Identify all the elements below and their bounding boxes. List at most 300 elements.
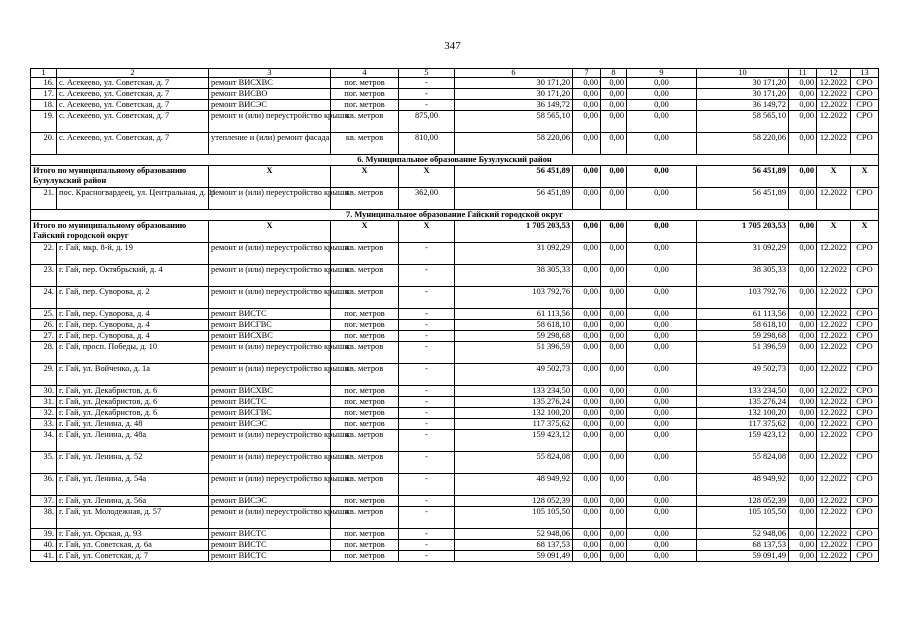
cell-col-11: 0,00 (789, 529, 817, 540)
header-cell-11: 11 (789, 69, 817, 78)
table-row (31, 188, 879, 210)
table-row (31, 551, 879, 562)
cell-col-1: 18. (31, 100, 57, 111)
cell-col-2: г. Гай, пер. Октябрьский, д. 4 (57, 265, 209, 287)
cell-col-3: ремонт ВИСХВС (209, 78, 331, 89)
table-row (31, 430, 879, 452)
cell-col-8: 0,00 (601, 386, 627, 397)
header-cell-8: 8 (601, 69, 627, 78)
total-row (31, 166, 879, 188)
cell-col-12: 12.2022 (817, 551, 851, 562)
cell-col-5: - (399, 397, 455, 408)
cell-col-9: 0,00 (627, 551, 697, 562)
cell-col-13: СРО (851, 243, 879, 265)
cell-col-7: 0,00 (573, 243, 601, 265)
cell-col-10: 55 824,08 (697, 452, 789, 474)
cell-col-11: 0,00 (789, 364, 817, 386)
total-cell-5: X (399, 166, 455, 188)
table-row (31, 507, 879, 529)
cell-col-5: - (399, 540, 455, 551)
cell-col-9: 0,00 (627, 309, 697, 320)
cell-col-7: 0,00 (573, 507, 601, 529)
cell-col-10: 105 105,50 (697, 507, 789, 529)
cell-col-9: 0,00 (627, 111, 697, 133)
total-cell-9: 0,00 (627, 166, 697, 188)
header-cell-4: 4 (331, 69, 399, 78)
cell-col-4: кв. метров (331, 265, 399, 287)
cell-col-9: 0,00 (627, 320, 697, 331)
cell-col-9: 0,00 (627, 133, 697, 155)
cell-col-5: - (399, 430, 455, 452)
cell-col-10: 159 423,12 (697, 430, 789, 452)
cell-col-2: г. Гай, ул. Советская, д. 7 (57, 551, 209, 562)
cell-col-6: 68 137,53 (455, 540, 573, 551)
cell-col-13: СРО (851, 133, 879, 155)
cell-col-10: 36 149,72 (697, 100, 789, 111)
cell-col-1: 32. (31, 408, 57, 419)
total-cell-10: 56 451,89 (697, 166, 789, 188)
cell-col-5: - (399, 496, 455, 507)
cell-col-1: 35. (31, 452, 57, 474)
cell-col-13: СРО (851, 408, 879, 419)
header-cell-6: 6 (455, 69, 573, 78)
cell-col-13: СРО (851, 452, 879, 474)
cell-col-3: ремонт ВИСЭС (209, 100, 331, 111)
cell-col-11: 0,00 (789, 188, 817, 210)
cell-col-1: 29. (31, 364, 57, 386)
cell-col-7: 0,00 (573, 408, 601, 419)
cell-col-11: 0,00 (789, 89, 817, 100)
cell-col-8: 0,00 (601, 430, 627, 452)
cell-col-11: 0,00 (789, 331, 817, 342)
cell-col-4: кв. метров (331, 364, 399, 386)
table-row (31, 342, 879, 364)
cell-col-2: с. Асекеево, ул. Советская, д. 7 (57, 78, 209, 89)
total-cell-7: 0,00 (573, 221, 601, 243)
total-cell-13: X (851, 166, 879, 188)
cell-col-13: СРО (851, 529, 879, 540)
cell-col-13: СРО (851, 188, 879, 210)
cell-col-13: СРО (851, 540, 879, 551)
cell-col-1: 34. (31, 430, 57, 452)
cell-col-2: г. Гай, ул. Декабристов, д. 6 (57, 397, 209, 408)
cell-col-1: 40. (31, 540, 57, 551)
cell-col-12: 12.2022 (817, 430, 851, 452)
cell-col-3: ремонт и (или) переустройство крыши (209, 287, 331, 309)
table-row (31, 408, 879, 419)
cell-col-1: 17. (31, 89, 57, 100)
cell-col-4: пог. метров (331, 540, 399, 551)
cell-col-6: 58 565,10 (455, 111, 573, 133)
cell-col-10: 48 949,92 (697, 474, 789, 496)
cell-col-12: 12.2022 (817, 386, 851, 397)
cell-col-12: 12.2022 (817, 309, 851, 320)
total-cell-12: X (817, 166, 851, 188)
total-cell-9: 0,00 (627, 221, 697, 243)
cell-col-13: СРО (851, 89, 879, 100)
cell-col-4: пог. метров (331, 309, 399, 320)
cell-col-11: 0,00 (789, 386, 817, 397)
table-row (31, 397, 879, 408)
section-row (31, 155, 879, 166)
section-title: 6. Муниципальное образование Бузулукский район (31, 155, 879, 166)
cell-col-10: 132 100,20 (697, 408, 789, 419)
cell-col-4: пог. метров (331, 386, 399, 397)
table-row (31, 474, 879, 496)
cell-col-2: г. Гай, просп. Победы, д. 10 (57, 342, 209, 364)
cell-col-13: СРО (851, 364, 879, 386)
cell-col-12: 12.2022 (817, 408, 851, 419)
cell-col-5: 810,00 (399, 133, 455, 155)
cell-col-4: кв. метров (331, 430, 399, 452)
cell-col-2: г. Гай, мкр. 8-й, д. 19 (57, 243, 209, 265)
cell-col-6: 58 618,10 (455, 320, 573, 331)
cell-col-7: 0,00 (573, 100, 601, 111)
cell-col-5: - (399, 243, 455, 265)
cell-col-10: 58 220,06 (697, 133, 789, 155)
cell-col-8: 0,00 (601, 408, 627, 419)
cell-col-12: 12.2022 (817, 529, 851, 540)
cell-col-3: ремонт ВИСГВС (209, 320, 331, 331)
cell-col-13: СРО (851, 111, 879, 133)
cell-col-7: 0,00 (573, 342, 601, 364)
cell-col-11: 0,00 (789, 100, 817, 111)
cell-col-3: ремонт и (или) переустройство крыши (209, 507, 331, 529)
cell-col-11: 0,00 (789, 496, 817, 507)
cell-col-6: 132 100,20 (455, 408, 573, 419)
cell-col-8: 0,00 (601, 243, 627, 265)
cell-col-4: пог. метров (331, 78, 399, 89)
cell-col-8: 0,00 (601, 100, 627, 111)
cell-col-2: г. Гай, ул. Ленина, д. 56а (57, 496, 209, 507)
cell-col-8: 0,00 (601, 364, 627, 386)
cell-col-8: 0,00 (601, 540, 627, 551)
cell-col-13: СРО (851, 386, 879, 397)
cell-col-8: 0,00 (601, 496, 627, 507)
cell-col-2: г. Гай, ул. Декабристов, д. 6 (57, 408, 209, 419)
work-schedule-table (30, 68, 879, 562)
cell-col-1: 31. (31, 397, 57, 408)
cell-col-4: пог. метров (331, 496, 399, 507)
cell-col-4: кв. метров (331, 507, 399, 529)
cell-col-8: 0,00 (601, 133, 627, 155)
total-cell-7: 0,00 (573, 166, 601, 188)
cell-col-2: с. Асекеево, ул. Советская, д. 7 (57, 133, 209, 155)
cell-col-10: 128 052,39 (697, 496, 789, 507)
cell-col-13: СРО (851, 320, 879, 331)
header-cell-7: 7 (573, 69, 601, 78)
cell-col-4: пог. метров (331, 419, 399, 430)
cell-col-10: 68 137,53 (697, 540, 789, 551)
cell-col-3: ремонт и (или) переустройство крыши (209, 342, 331, 364)
total-cell-11: 0,00 (789, 166, 817, 188)
cell-col-13: СРО (851, 265, 879, 287)
cell-col-13: СРО (851, 419, 879, 430)
cell-col-10: 52 948,06 (697, 529, 789, 540)
cell-col-12: 12.2022 (817, 496, 851, 507)
total-cell-6: 56 451,89 (455, 166, 573, 188)
cell-col-8: 0,00 (601, 551, 627, 562)
cell-col-5: - (399, 89, 455, 100)
cell-col-1: 37. (31, 496, 57, 507)
cell-col-5: - (399, 386, 455, 397)
cell-col-9: 0,00 (627, 364, 697, 386)
cell-col-8: 0,00 (601, 78, 627, 89)
cell-col-3: ремонт и (или) переустройство крыши (209, 265, 331, 287)
cell-col-9: 0,00 (627, 397, 697, 408)
cell-col-5: - (399, 364, 455, 386)
cell-col-13: СРО (851, 100, 879, 111)
cell-col-4: кв. метров (331, 188, 399, 210)
total-row (31, 221, 879, 243)
cell-col-9: 0,00 (627, 78, 697, 89)
cell-col-10: 59 298,68 (697, 331, 789, 342)
cell-col-6: 51 396,59 (455, 342, 573, 364)
cell-col-4: пог. метров (331, 551, 399, 562)
cell-col-3: ремонт ВИСЭС (209, 419, 331, 430)
cell-col-3: ремонт ВИСГВС (209, 408, 331, 419)
cell-col-10: 58 618,10 (697, 320, 789, 331)
total-label: Итого по муниципальному образованию Гайский городской округ (31, 221, 209, 243)
page-number: 347 (444, 40, 461, 52)
cell-col-1: 36. (31, 474, 57, 496)
cell-col-7: 0,00 (573, 529, 601, 540)
cell-col-5: - (399, 408, 455, 419)
cell-col-11: 0,00 (789, 419, 817, 430)
cell-col-11: 0,00 (789, 342, 817, 364)
table-row (31, 540, 879, 551)
cell-col-3: ремонт и (или) переустройство крыши (209, 452, 331, 474)
cell-col-11: 0,00 (789, 133, 817, 155)
cell-col-3: ремонт и (или) переустройство крыши (209, 364, 331, 386)
total-cell-3: X (209, 166, 331, 188)
cell-col-7: 0,00 (573, 386, 601, 397)
cell-col-9: 0,00 (627, 188, 697, 210)
table-row (31, 320, 879, 331)
cell-col-10: 117 375,62 (697, 419, 789, 430)
cell-col-12: 12.2022 (817, 474, 851, 496)
cell-col-10: 103 792,76 (697, 287, 789, 309)
cell-col-8: 0,00 (601, 89, 627, 100)
cell-col-4: пог. метров (331, 408, 399, 419)
cell-col-5: - (399, 507, 455, 529)
cell-col-12: 12.2022 (817, 331, 851, 342)
cell-col-3: ремонт ВИСЭС (209, 496, 331, 507)
cell-col-9: 0,00 (627, 507, 697, 529)
cell-col-9: 0,00 (627, 265, 697, 287)
cell-col-6: 48 949,92 (455, 474, 573, 496)
header-cell-1: 1 (31, 69, 57, 78)
cell-col-7: 0,00 (573, 287, 601, 309)
cell-col-1: 41. (31, 551, 57, 562)
cell-col-8: 0,00 (601, 331, 627, 342)
cell-col-13: СРО (851, 496, 879, 507)
table-row (31, 89, 879, 100)
cell-col-2: г. Гай, ул. Ленина, д. 54а (57, 474, 209, 496)
section-row (31, 210, 879, 221)
cell-col-6: 30 171,20 (455, 78, 573, 89)
cell-col-7: 0,00 (573, 188, 601, 210)
cell-col-8: 0,00 (601, 529, 627, 540)
cell-col-2: с. Асекеево, ул. Советская, д. 7 (57, 111, 209, 133)
cell-col-6: 159 423,12 (455, 430, 573, 452)
cell-col-4: пог. метров (331, 331, 399, 342)
cell-col-3: ремонт и (или) переустройство крыши (209, 188, 331, 210)
cell-col-7: 0,00 (573, 320, 601, 331)
cell-col-8: 0,00 (601, 419, 627, 430)
cell-col-5: - (399, 551, 455, 562)
cell-col-11: 0,00 (789, 287, 817, 309)
cell-col-12: 12.2022 (817, 100, 851, 111)
cell-col-6: 30 171,20 (455, 89, 573, 100)
cell-col-13: СРО (851, 474, 879, 496)
cell-col-9: 0,00 (627, 287, 697, 309)
cell-col-4: пог. метров (331, 89, 399, 100)
cell-col-6: 133 234,50 (455, 386, 573, 397)
total-cell-10: 1 705 203,53 (697, 221, 789, 243)
cell-col-11: 0,00 (789, 507, 817, 529)
cell-col-2: с. Асекеево, ул. Советская, д. 7 (57, 89, 209, 100)
cell-col-9: 0,00 (627, 529, 697, 540)
cell-col-3: ремонт и (или) переустройство крыши (209, 243, 331, 265)
cell-col-12: 12.2022 (817, 452, 851, 474)
cell-col-7: 0,00 (573, 496, 601, 507)
cell-col-3: ремонт ВИСТС (209, 540, 331, 551)
cell-col-7: 0,00 (573, 430, 601, 452)
cell-col-10: 51 396,59 (697, 342, 789, 364)
cell-col-13: СРО (851, 397, 879, 408)
cell-col-4: кв. метров (331, 243, 399, 265)
cell-col-10: 133 234,50 (697, 386, 789, 397)
cell-col-1: 26. (31, 320, 57, 331)
cell-col-1: 25. (31, 309, 57, 320)
cell-col-5: - (399, 529, 455, 540)
cell-col-4: пог. метров (331, 397, 399, 408)
cell-col-12: 12.2022 (817, 397, 851, 408)
cell-col-8: 0,00 (601, 188, 627, 210)
cell-col-1: 30. (31, 386, 57, 397)
cell-col-8: 0,00 (601, 507, 627, 529)
cell-col-3: ремонт ВИСТС (209, 551, 331, 562)
cell-col-12: 12.2022 (817, 364, 851, 386)
cell-col-4: кв. метров (331, 452, 399, 474)
cell-col-8: 0,00 (601, 474, 627, 496)
cell-col-9: 0,00 (627, 331, 697, 342)
cell-col-2: г. Гай, ул. Ленина, д. 48 (57, 419, 209, 430)
cell-col-12: 12.2022 (817, 243, 851, 265)
cell-col-1: 22. (31, 243, 57, 265)
header-cell-2: 2 (57, 69, 209, 78)
header-cell-13: 13 (851, 69, 879, 78)
cell-col-9: 0,00 (627, 419, 697, 430)
cell-col-4: пог. метров (331, 100, 399, 111)
total-cell-8: 0,00 (601, 221, 627, 243)
cell-col-11: 0,00 (789, 474, 817, 496)
cell-col-13: СРО (851, 78, 879, 89)
cell-col-5: - (399, 419, 455, 430)
cell-col-1: 23. (31, 265, 57, 287)
cell-col-5: - (399, 342, 455, 364)
cell-col-8: 0,00 (601, 452, 627, 474)
cell-col-1: 16. (31, 78, 57, 89)
cell-col-6: 56 451,89 (455, 188, 573, 210)
cell-col-12: 12.2022 (817, 419, 851, 430)
cell-col-5: 362,00 (399, 188, 455, 210)
cell-col-7: 0,00 (573, 331, 601, 342)
cell-col-12: 12.2022 (817, 342, 851, 364)
header-cell-10: 10 (697, 69, 789, 78)
cell-col-4: пог. метров (331, 320, 399, 331)
cell-col-10: 58 565,10 (697, 111, 789, 133)
table-row (31, 309, 879, 320)
cell-col-6: 135 276,24 (455, 397, 573, 408)
cell-col-11: 0,00 (789, 430, 817, 452)
cell-col-8: 0,00 (601, 309, 627, 320)
cell-col-2: г. Гай, ул. Войченко, д. 1а (57, 364, 209, 386)
cell-col-6: 117 375,62 (455, 419, 573, 430)
cell-col-10: 59 091,49 (697, 551, 789, 562)
total-cell-12: X (817, 221, 851, 243)
cell-col-5: - (399, 474, 455, 496)
cell-col-5: 875,00 (399, 111, 455, 133)
cell-col-11: 0,00 (789, 551, 817, 562)
cell-col-8: 0,00 (601, 320, 627, 331)
cell-col-1: 27. (31, 331, 57, 342)
cell-col-2: пос. Красногвардеец, ул. Центральная, д. 11 (57, 188, 209, 210)
cell-col-5: - (399, 100, 455, 111)
cell-col-11: 0,00 (789, 408, 817, 419)
cell-col-6: 61 113,56 (455, 309, 573, 320)
cell-col-2: г. Гай, пер. Суворова, д. 4 (57, 320, 209, 331)
cell-col-6: 59 091,49 (455, 551, 573, 562)
cell-col-4: кв. метров (331, 133, 399, 155)
cell-col-2: г. Гай, ул. Молодежная, д. 57 (57, 507, 209, 529)
total-cell-5: X (399, 221, 455, 243)
cell-col-7: 0,00 (573, 364, 601, 386)
cell-col-4: кв. метров (331, 342, 399, 364)
table-row (31, 265, 879, 287)
cell-col-9: 0,00 (627, 540, 697, 551)
cell-col-5: - (399, 287, 455, 309)
cell-col-12: 12.2022 (817, 287, 851, 309)
cell-col-12: 12.2022 (817, 265, 851, 287)
cell-col-2: г. Гай, ул. Советская, д. 6а (57, 540, 209, 551)
cell-col-13: СРО (851, 551, 879, 562)
cell-col-6: 38 305,33 (455, 265, 573, 287)
cell-col-12: 12.2022 (817, 320, 851, 331)
cell-col-12: 12.2022 (817, 89, 851, 100)
cell-col-10: 135 276,24 (697, 397, 789, 408)
cell-col-1: 38. (31, 507, 57, 529)
cell-col-10: 38 305,33 (697, 265, 789, 287)
table-row (31, 529, 879, 540)
cell-col-6: 59 298,68 (455, 331, 573, 342)
cell-col-13: СРО (851, 331, 879, 342)
cell-col-1: 20. (31, 133, 57, 155)
cell-col-11: 0,00 (789, 111, 817, 133)
total-cell-8: 0,00 (601, 166, 627, 188)
cell-col-11: 0,00 (789, 265, 817, 287)
cell-col-6: 52 948,06 (455, 529, 573, 540)
cell-col-3: ремонт и (или) переустройство крыши (209, 474, 331, 496)
cell-col-7: 0,00 (573, 540, 601, 551)
cell-col-1: 19. (31, 111, 57, 133)
cell-col-11: 0,00 (789, 452, 817, 474)
cell-col-1: 33. (31, 419, 57, 430)
cell-col-7: 0,00 (573, 78, 601, 89)
total-cell-11: 0,00 (789, 221, 817, 243)
table-row (31, 100, 879, 111)
